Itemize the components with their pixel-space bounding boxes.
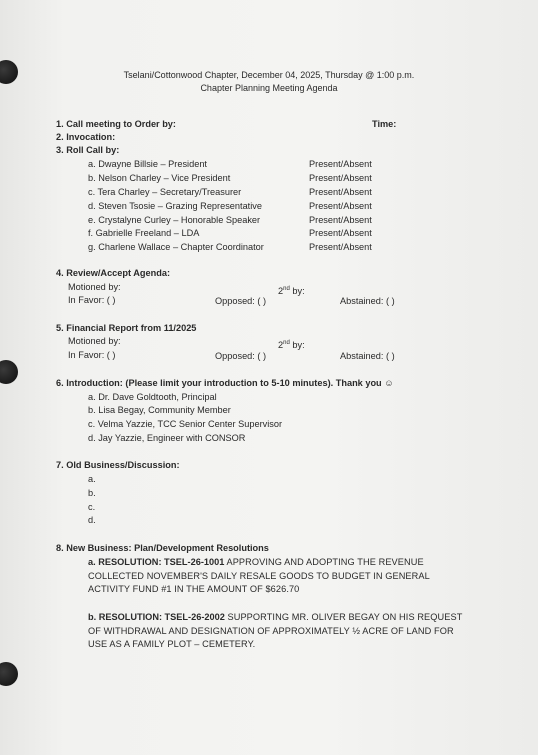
old-business-item: a. <box>88 474 96 484</box>
resolution-a <box>88 556 468 597</box>
roll-status: Present/Absent <box>309 159 372 169</box>
roll-name: e. Crystalyne Curley – Honorable Speaker <box>88 215 261 225</box>
call-to-order-label: 1. Call meeting to Order by: <box>56 119 176 129</box>
section-6-title: 6. Introduction: (Please limit your introduction to 5-10 minutes). Thank you ☺ <box>56 378 394 388</box>
second-by-label: 2nd by: <box>278 286 305 297</box>
intro-item: d. Jay Yazzie, Engineer with CONSOR <box>88 433 246 443</box>
binder-hole <box>0 662 18 686</box>
roll-name: b. Nelson Charley – Vice President <box>88 173 231 183</box>
resolution-a-label: a. RESOLUTION: TSEL-26-1001 <box>88 557 225 567</box>
old-business-item: d. <box>88 515 96 525</box>
roll-status: Present/Absent <box>309 187 372 197</box>
binder-hole <box>0 360 18 384</box>
roll-status: Present/Absent <box>309 173 372 183</box>
roll-call-label: 3. Roll Call by: <box>56 145 120 155</box>
opposed-label: Opposed: ( ) <box>215 351 267 361</box>
old-business-item: b. <box>88 488 96 498</box>
roll-name: f. Gabrielle Freeland – LDA <box>88 228 200 238</box>
section-4-title: 4. Review/Accept Agenda: <box>56 268 171 278</box>
opposed-label: Opposed: ( ) <box>215 296 267 306</box>
section-7-title: 7. Old Business/Discussion: <box>56 460 180 470</box>
motioned-by-label: Motioned by: <box>68 282 121 292</box>
roll-name: a. Dwayne Billsie – President <box>88 159 207 169</box>
agenda-title: Chapter Planning Meeting Agenda <box>200 83 338 93</box>
intro-item: a. Dr. Dave Goldtooth, Principal <box>88 392 217 402</box>
intro-item: c. Velma Yazzie, TCC Senior Center Supervisor <box>88 419 283 429</box>
abstained-label: Abstained: ( ) <box>340 351 395 361</box>
intro-item: b. Lisa Begay, Community Member <box>88 405 231 415</box>
meeting-info-line: Tselani/Cottonwood Chapter, December 04, 2025, Thursday @ 1:00 p.m. <box>123 70 415 80</box>
roll-status: Present/Absent <box>309 228 372 238</box>
invocation-label: 2. Invocation: <box>56 132 116 142</box>
section-8-title: 8. New Business: Plan/Development Resolutions <box>56 543 269 553</box>
resolution-b <box>88 611 468 652</box>
in-favor-label: In Favor: ( ) <box>68 295 116 305</box>
resolution-b-label: b. RESOLUTION: TSEL-26-2002 <box>88 612 225 622</box>
section-5-title: 5. Financial Report from 11/2025 <box>56 323 197 333</box>
abstained-label: Abstained: ( ) <box>340 296 395 306</box>
resolution-b-text: SUPPORTING MR. OLIVER BEGAY ON HIS REQUEST OF WITHDRAWAL AND DESIGNATION OF APPROXIMATELY ½ ACRE OF LAND FOR USE AS A FAMILY PLOT – CEMETERY. <box>88 612 463 649</box>
second-by-label: 2nd by: <box>278 340 305 351</box>
roll-status: Present/Absent <box>309 242 372 252</box>
motioned-by-label: Motioned by: <box>68 336 121 346</box>
roll-name: c. Tera Charley – Secretary/Treasurer <box>88 187 242 197</box>
resolution-a-text: APPROVING AND ADOPTING THE REVENUE COLLECTED NOVEMBER'S DAILY RESALE GOODS TO BUDGET IN GENERAL ACTIVITY FUND #1 IN THE AMOUNT OF $626.70 <box>88 557 430 594</box>
roll-name: g. Charlene Wallace – Chapter Coordinator <box>88 242 264 252</box>
roll-status: Present/Absent <box>309 215 372 225</box>
time-label: Time: <box>372 119 397 129</box>
old-business-item: c. <box>88 502 96 512</box>
roll-name: d. Steven Tsosie – Grazing Representative <box>88 201 262 211</box>
roll-status: Present/Absent <box>309 201 372 211</box>
in-favor-label: In Favor: ( ) <box>68 350 116 360</box>
